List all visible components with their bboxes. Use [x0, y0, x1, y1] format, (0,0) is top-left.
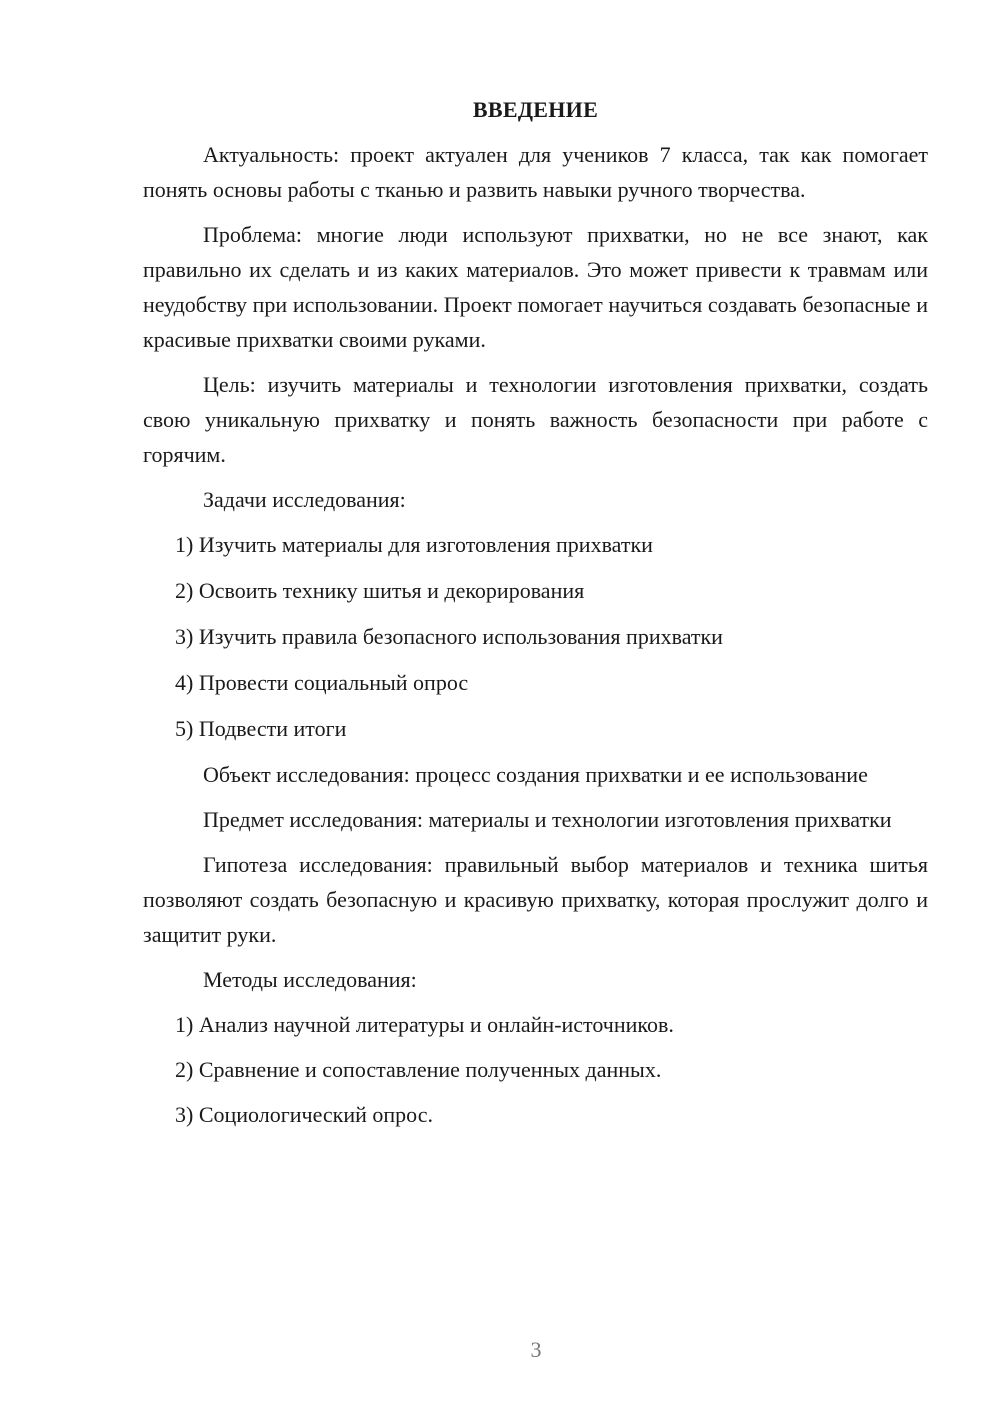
tasks-heading: Задачи исследования: — [203, 487, 406, 512]
list-item: 1) Изучить материалы для изготовления прихватки — [175, 532, 653, 557]
hypothesis-paragraph: Гипотеза исследования: правильный выбор материалов и техника шитья позволяют создать безопасную и красивую прихватку, которая прослужит долго и защитит руки. — [143, 852, 928, 947]
methods-heading: Методы исследования: — [203, 967, 417, 992]
problem-paragraph: Проблема: многие люди используют прихватки, но не все знают, как правильно их сделать и из каких материалов. Это может привести к травмам или неудобству при использовании. Проект помогает научиться создавать безопасные и красивые прихватки своими руками. — [143, 222, 928, 352]
list-item: 4) Провести социальный опрос — [175, 670, 469, 695]
list-item: 3) Социологический опрос. — [175, 1102, 433, 1127]
list-item: 2) Сравнение и сопоставление полученных данных. — [175, 1057, 662, 1082]
list-item: 2) Освоить технику шитья и декорирования — [175, 578, 585, 603]
page-title: ВВЕДЕНИЕ — [472, 97, 599, 122]
tasks-list — [143, 527, 928, 746]
subject-paragraph: Предмет исследования: материалы и технологии изготовления прихватки — [203, 807, 892, 832]
list-item: 1) Анализ научной литературы и онлайн-источников. — [175, 1012, 674, 1037]
list-item: 5) Подвести итоги — [175, 716, 347, 741]
page-number: 3 — [530, 1337, 542, 1362]
methods-list — [143, 1007, 928, 1132]
page-content — [143, 92, 928, 1142]
object-paragraph: Объект исследования: процесс создания прихватки и ее использование — [203, 762, 868, 787]
list-item: 3) Изучить правила безопасного использования прихватки — [175, 624, 723, 649]
relevance-paragraph: Актуальность: проект актуален для учеников 7 класса, так как помогает понять основы работы с тканью и развить навыки ручного творчества. — [143, 142, 928, 202]
goal-paragraph: Цель: изучить материалы и технологии изготовления прихватки, создать свою уникальную прихватку и понять важность безопасности при работе с горячим. — [143, 372, 928, 467]
